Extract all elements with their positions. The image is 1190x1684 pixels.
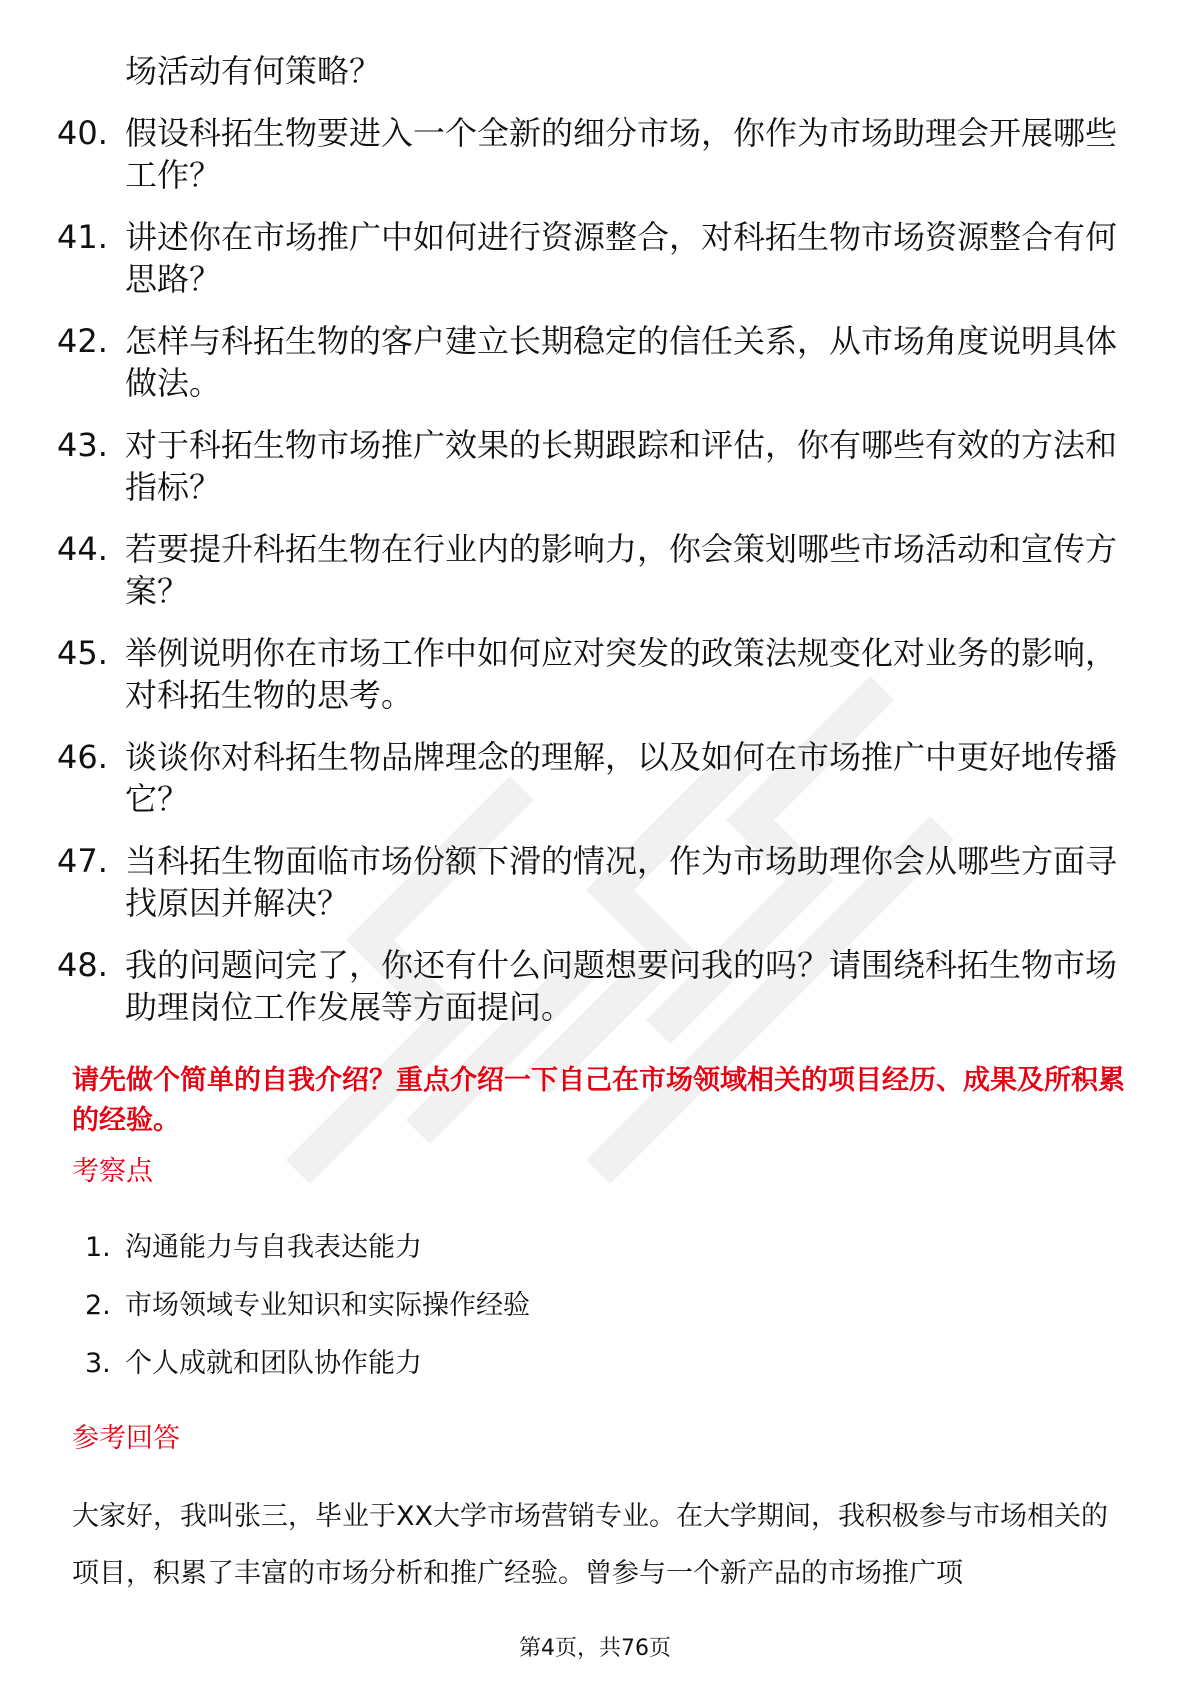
reference-answer-heading: 参考回答 [72,1423,180,1454]
question-item [57,528,1117,612]
exam-point-number: 2. [85,1290,111,1321]
exam-point-item [85,1288,985,1324]
question-item [57,112,1117,196]
question-item [57,944,1117,1028]
question-list [57,50,1117,1048]
question-item [57,736,1117,820]
exam-point-number: 3. [85,1348,111,1379]
question-text: 举例说明你在市场工作中如何应对突发的政策法规变化对业务的影响，对科拓生物的思考。 [125,634,1118,714]
question-item [57,216,1117,300]
question-item [57,840,1117,924]
question-text: 若要提升科拓生物在行业内的影响力，你会策划哪些市场活动和宣传方案？ [125,530,1118,610]
question-number: 44. [57,530,108,568]
exam-point-text: 个人成就和团队协作能力 [125,1348,422,1379]
question-text: 假设科拓生物要进入一个全新的细分市场，你作为市场助理会开展哪些工作？ [125,114,1118,194]
question-item [57,632,1117,716]
question-item [57,320,1117,404]
exam-point-text: 市场领域专业知识和实际操作经验 [125,1290,530,1321]
question-text: 讲述你在市场推广中如何进行资源整合，对科拓生物市场资源整合有何思路？ [125,218,1118,298]
exam-point-item [85,1230,985,1266]
question-item [57,424,1117,508]
question-number: 46. [57,738,108,776]
question-number: 40. [57,114,108,152]
question-number: 43. [57,426,108,464]
page-number-footer: 第4页，共76页 [519,1636,671,1661]
question-text: 谈谈你对科拓生物品牌理念的理解，以及如何在市场推广中更好地传播它？ [125,738,1118,818]
question-text: 我的问题问完了，你还有什么问题想要问我的吗？请围绕科拓生物市场助理岗位工作发展等方面提问。 [125,946,1118,1026]
exam-point-item [85,1346,985,1382]
reference-answer-text: 大家好，我叫张三，毕业于XX大学市场营销专业。在大学期间，我积极参与市场相关的项目，积累了丰富的市场分析和推广经验。曾参与一个新产品的市场推广项 [72,1501,1108,1589]
question-text: 对于科拓生物市场推广效果的长期跟踪和评估，你有哪些有效的方法和指标？ [125,426,1118,506]
exam-point-text: 沟通能力与自我表达能力 [125,1232,422,1263]
question-continuation: 场活动有何策略？ [125,52,382,90]
exam-points-list [85,1230,985,1404]
question-number: 47. [57,842,108,880]
question-number: 41. [57,218,108,256]
exam-points-heading: 考察点 [72,1156,153,1187]
question-text: 当科拓生物面临市场份额下滑的情况，作为市场助理你会从哪些方面寻找原因并解决？ [125,842,1118,922]
exam-point-number: 1. [85,1232,111,1263]
question-number: 42. [57,322,108,360]
question-text: 怎样与科拓生物的客户建立长期稳定的信任关系，从市场角度说明具体做法。 [125,322,1118,402]
highlight-question: 请先做个简单的自我介绍？重点介绍一下自己在市场领域相关的项目经历、成果及所积累的经验。 [72,1065,1125,1136]
question-number: 48. [57,946,108,984]
question-number: 45. [57,634,108,672]
